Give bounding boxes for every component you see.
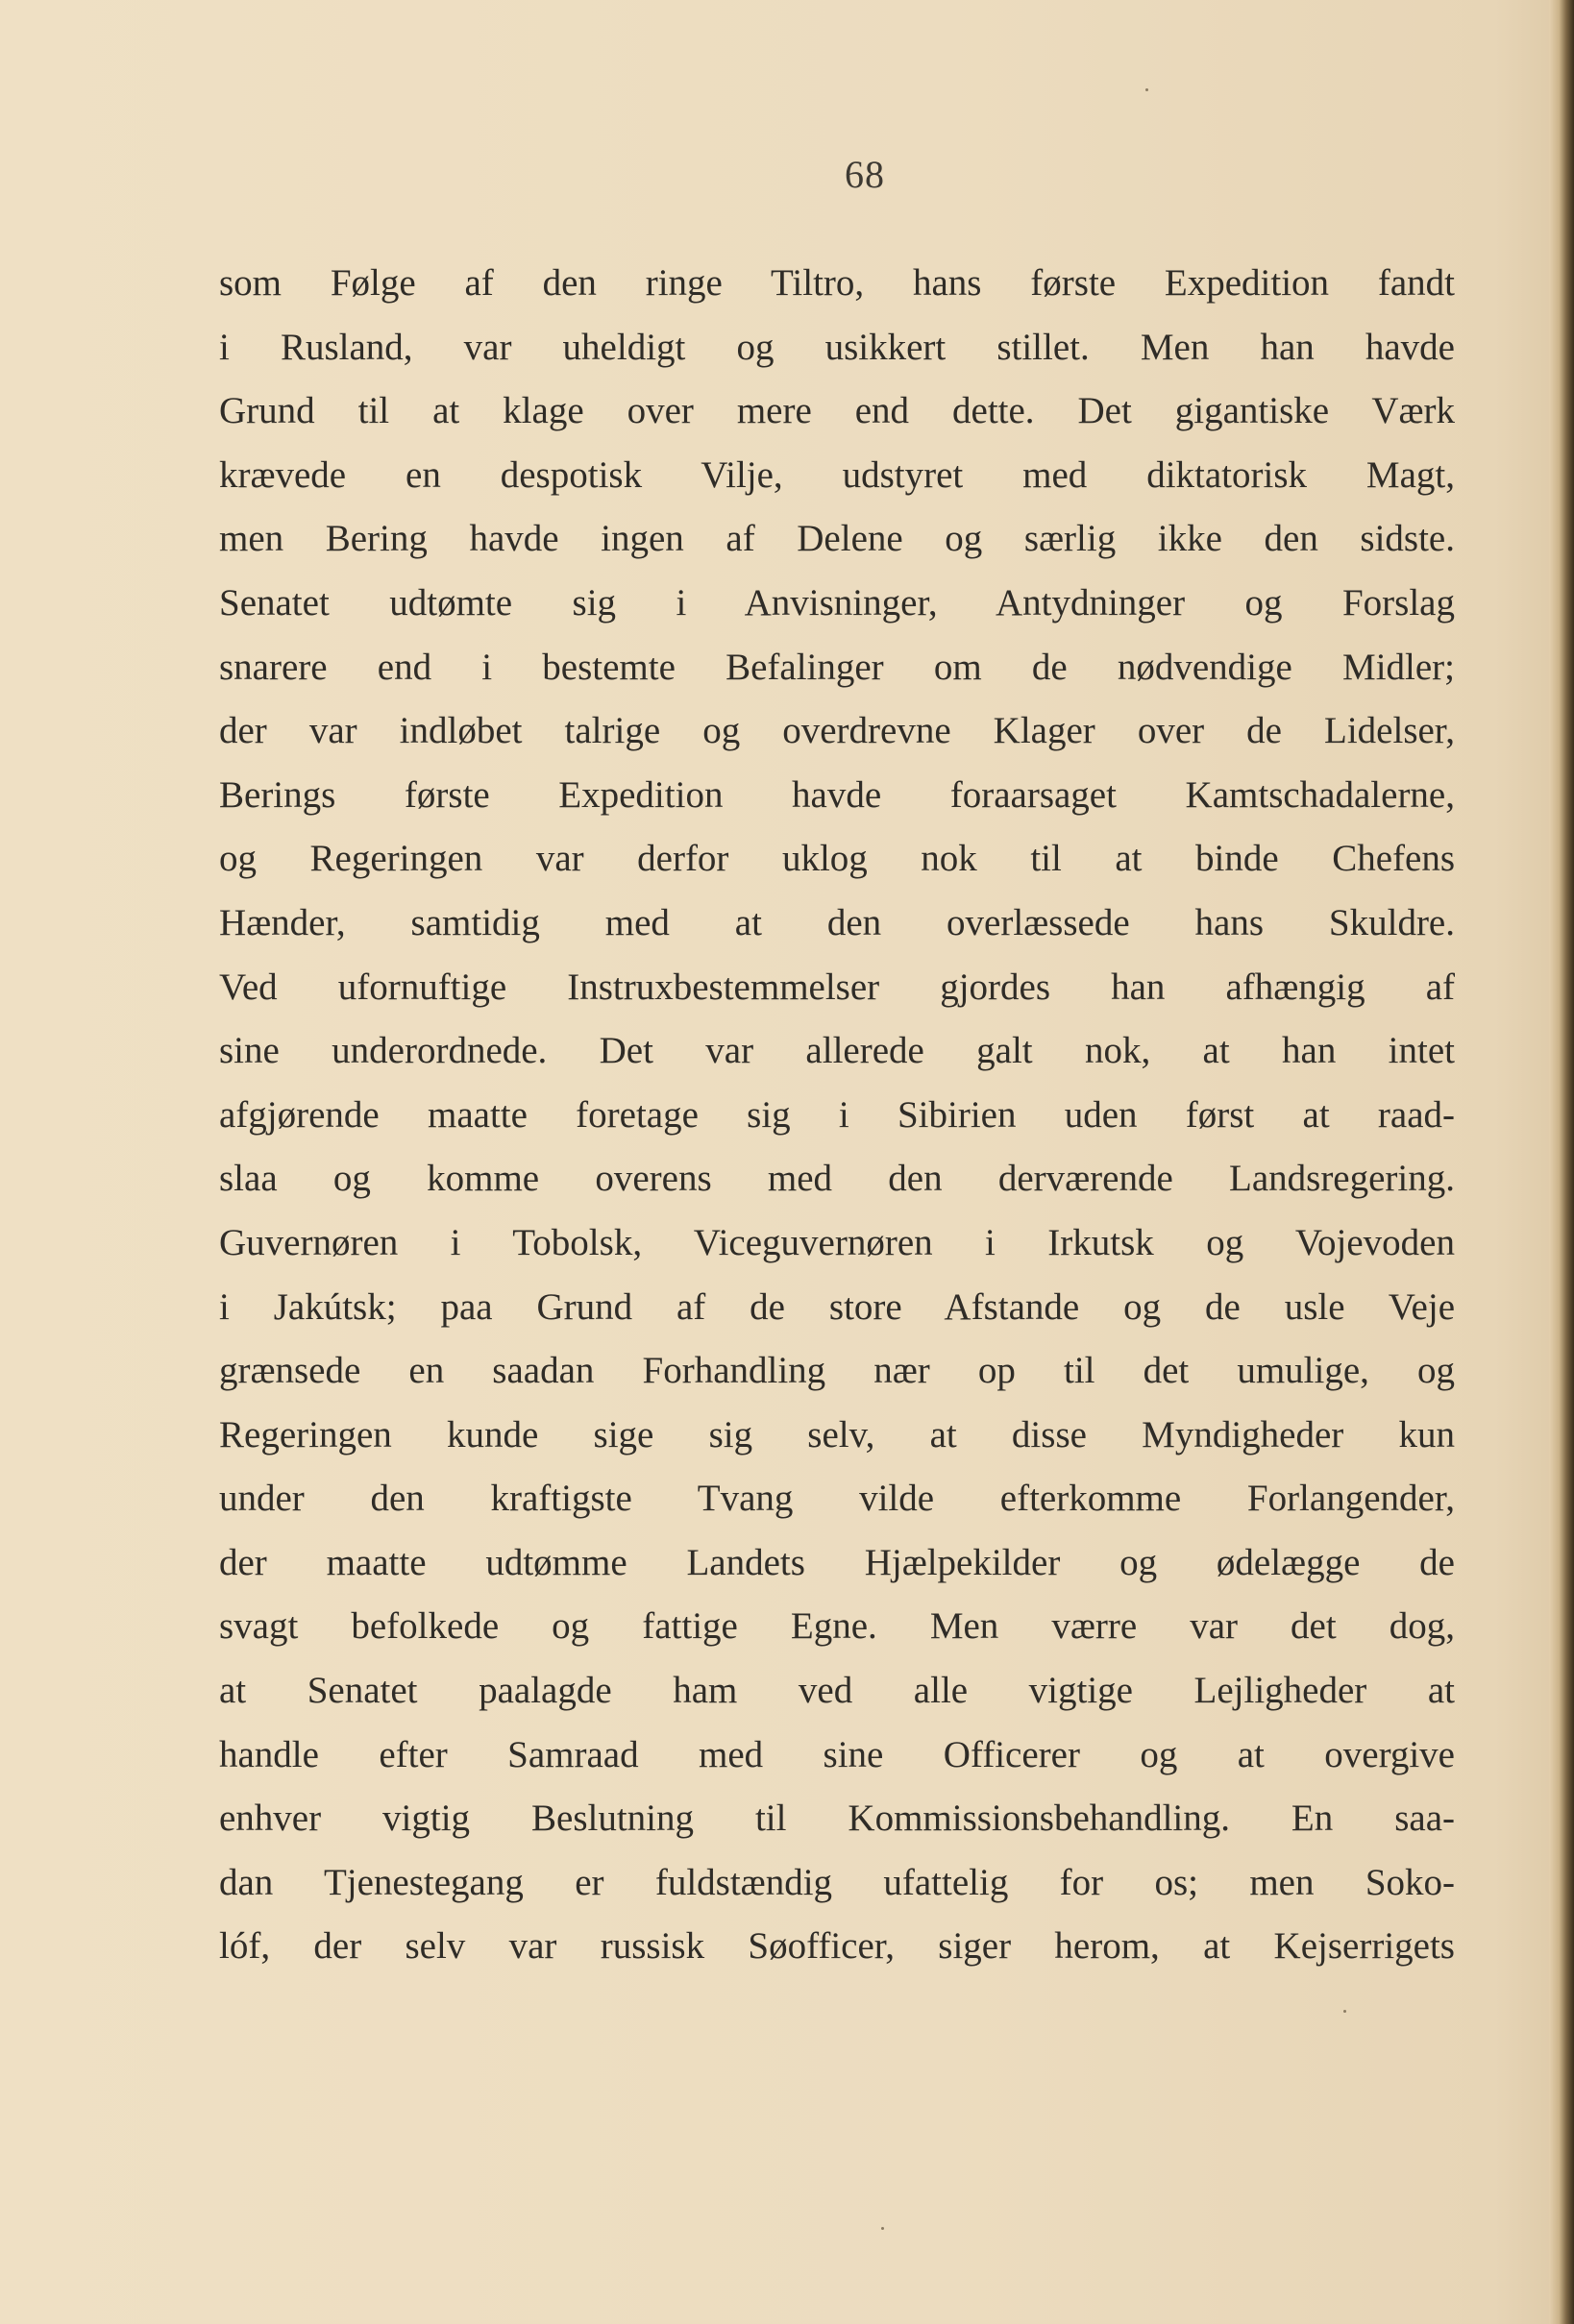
text-line: krævede en despotisk Vilje, udstyret med diktatorisk Magt, [219,453,1455,496]
page-number: 68 [845,153,885,196]
paper-speck [881,2227,884,2230]
text-line: Regeringen kunde sige sig selv, at disse Myndigheder kun [219,1413,1455,1456]
text-line: lóf, der selv var russisk Søofficer, siger herom, at Kejserrigets [219,1925,1455,1968]
body-text [219,252,1455,1979]
text-line: under den kraftigste Tvang vilde efterkomme Forlangender, [219,1478,1455,1520]
page-edge-shadow [1549,0,1574,2324]
text-line: sine underordnede. Det var allerede galt nok, at han intet [219,1030,1455,1072]
paper-speck [1343,2010,1346,2013]
text-line: snarere end i bestemte Befalinger om de nødvendige Midler; [219,646,1455,688]
text-line: at Senatet paalagde ham ved alle vigtige Lejligheder at [219,1670,1455,1712]
text-line: enhver vigtig Beslutning til Kommissionsbehandling. En saa- [219,1798,1455,1840]
text-line: Hænder, samtidig med at den overlæssede hans Skuldre. [219,901,1455,943]
text-line: slaa og komme overens med den derværende Landsregering. [219,1158,1455,1200]
text-line: afgjørende maatte foretage sig i Sibirien uden først at raad- [219,1093,1455,1136]
text-line: Ved ufornuftige Instruxbestemmelser gjordes han afhængig af [219,966,1455,1008]
text-line: der maatte udtømme Landets Hjælpekilder og ødelægge de [219,1541,1455,1583]
text-line: handle efter Samraad med sine Officerer og at overgive [219,1733,1455,1775]
text-line: Berings første Expedition havde foraarsaget Kamtschadalerne, [219,773,1455,816]
text-line: der var indløbet talrige og overdrevne Klager over de Lidelser, [219,710,1455,752]
text-line: men Bering havde ingen af Delene og særlig ikke den sidste. [219,518,1455,560]
text-line: i Rusland, var uheldigt og usikkert stillet. Men han havde [219,326,1455,368]
text-line: Guvernøren i Tobolsk, Viceguvernøren i Irkutsk og Vojevoden [219,1221,1455,1263]
text-line: i Jakútsk; paa Grund af de store Afstande og de usle Veje [219,1285,1455,1328]
text-line: grænsede en saadan Forhandling nær op til det umulige, og [219,1350,1455,1392]
text-line: og Regeringen var derfor uklog nok til at binde Chefens [219,838,1455,880]
text-line: som Følge af den ringe Tiltro, hans første Expedition fandt [219,262,1455,304]
text-line: svagt befolkede og fattige Egne. Men værre var det dog, [219,1605,1455,1648]
text-line: Grund til at klage over mere end dette. Det gigantiske Værk [219,390,1455,432]
paper-speck [1145,88,1148,91]
text-line: dan Tjenestegang er fuldstændig ufattelig for os; men Soko- [219,1861,1455,1903]
text-line: Senatet udtømte sig i Anvisninger, Antydninger og Forslag [219,581,1455,624]
